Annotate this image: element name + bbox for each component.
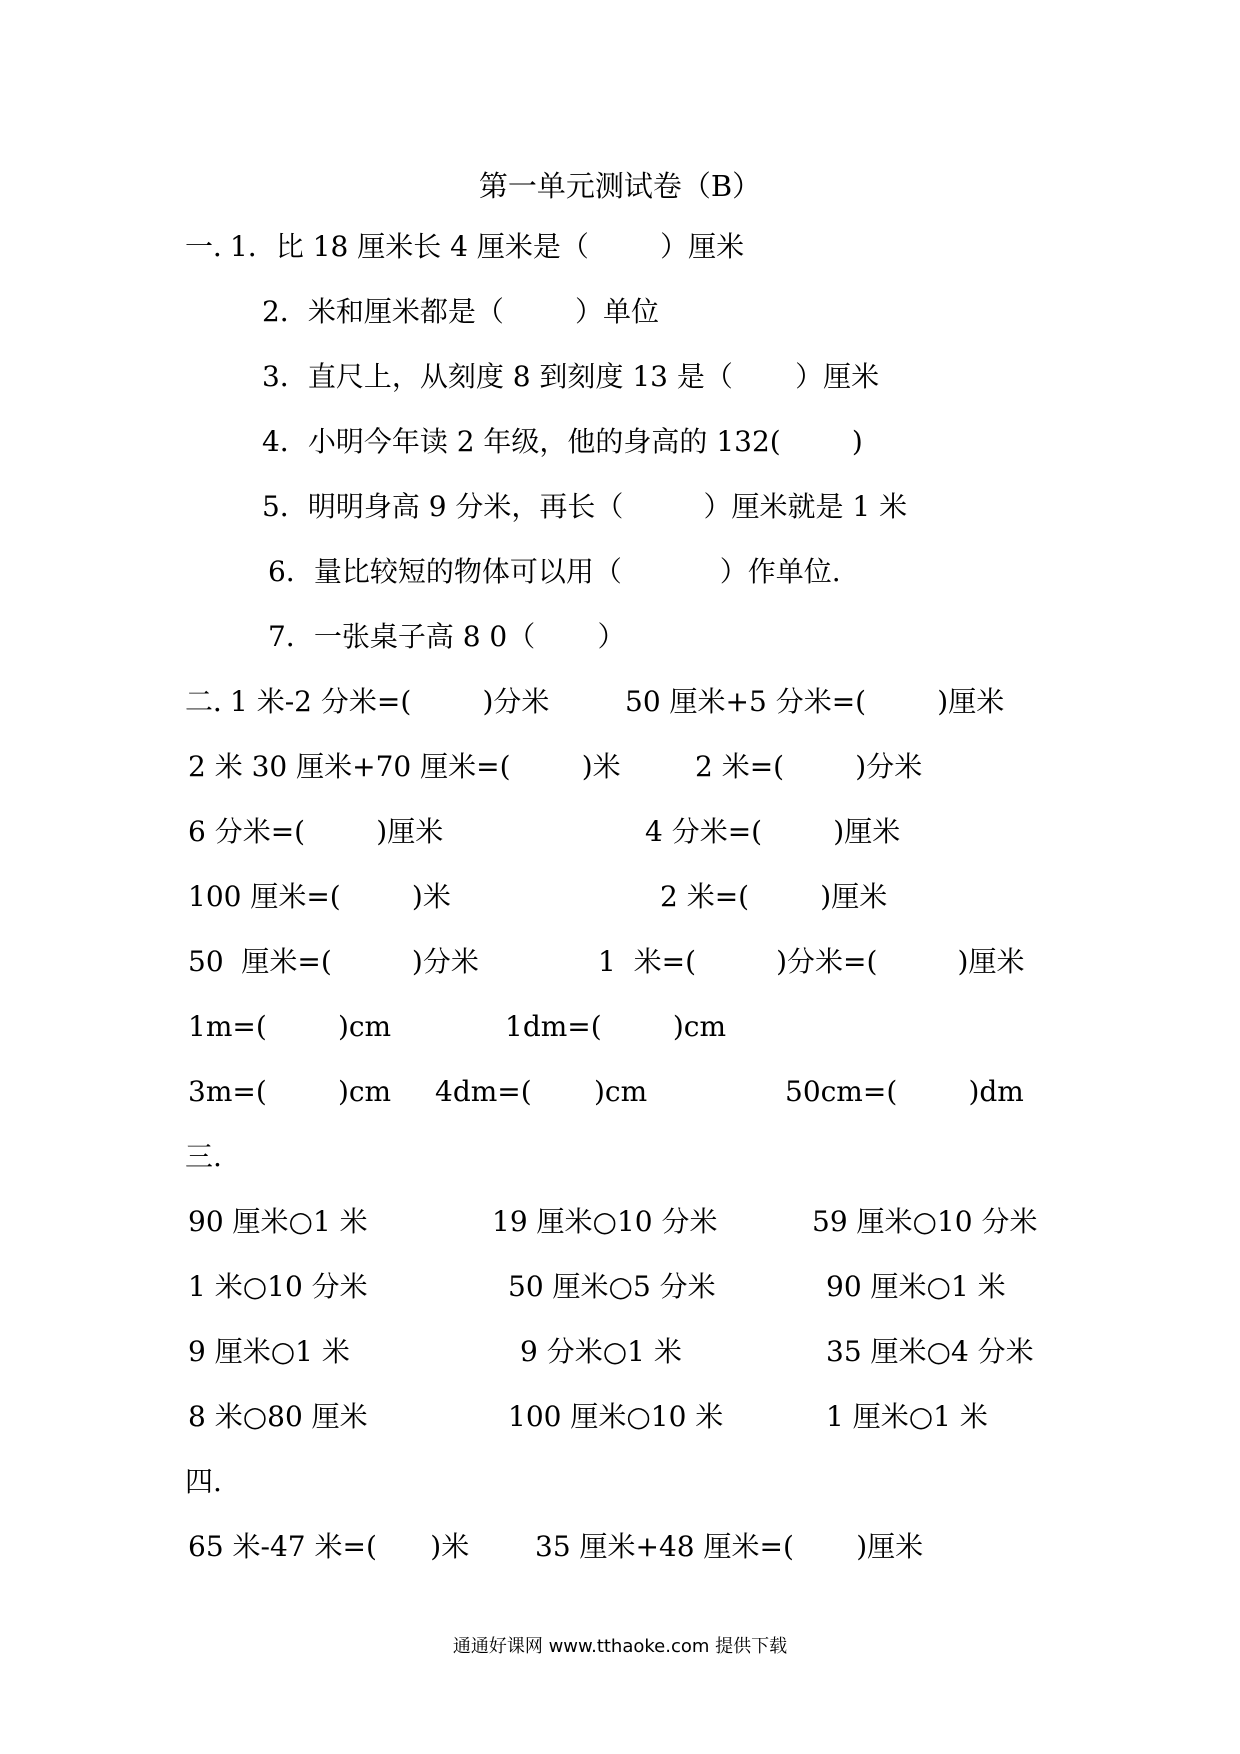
- section2-problem: 2 米=( )分米: [695, 750, 923, 783]
- section3-comparison: 90 厘米○1 米: [826, 1270, 1006, 1303]
- section2-problem: 50 厘米=( )分米: [188, 945, 479, 978]
- section1-item: 7．一张桌子高 8 0（ ）: [268, 620, 626, 653]
- section3-comparison: 50 厘米○5 分米: [508, 1270, 716, 1303]
- section2-problem: 2 米 30 厘米+70 厘米=( )米: [188, 750, 621, 783]
- section2-problem: 50 厘米+5 分米=( )厘米: [625, 685, 1005, 718]
- section1-item: 6．量比较短的物体可以用（ ）作单位.: [268, 555, 841, 588]
- section2-problem: 1dm=( )cm: [505, 1010, 727, 1043]
- section1-item: 1．比 18 厘米长 4 厘米是（ ）厘米: [230, 230, 745, 263]
- section1-header: 一．: [185, 230, 242, 263]
- section1-item: 2．米和厘米都是（ ）单位: [262, 295, 660, 328]
- footer-download-note: 通通好课网 www.tthaoke.com 提供下载: [452, 1636, 788, 1657]
- section2-problem: 1 米=( )分米=( )厘米: [598, 945, 1025, 978]
- section4-header: 四.: [185, 1465, 222, 1498]
- section4-problem: 35 厘米+48 厘米=( )厘米: [535, 1530, 924, 1563]
- section2-problem: 6 分米=( )厘米: [188, 815, 444, 848]
- section2-problem: 1m=( )cm: [188, 1010, 392, 1043]
- section3-header: 三.: [185, 1140, 222, 1173]
- section3-comparison: 1 厘米○1 米: [826, 1400, 988, 1433]
- section3-comparison: 59 厘米○10 分米: [812, 1205, 1038, 1238]
- section1-item: 5．明明身高 9 分米，再长（ ）厘米就是 1 米: [262, 490, 908, 523]
- section3-comparison: 9 分米○1 米: [520, 1335, 682, 1368]
- section3-comparison: 8 米○80 厘米: [188, 1400, 368, 1433]
- page-title: 第一单元测试卷（B）: [478, 169, 762, 203]
- section1-item: 4．小明今年读 2 年级，他的身高的 132( ): [262, 425, 863, 458]
- section2-problem: 100 厘米=( )米: [188, 880, 451, 913]
- section4-problem: 65 米-47 米=( )米: [188, 1530, 470, 1563]
- section3-comparison: 35 厘米○4 分米: [826, 1335, 1034, 1368]
- section2-problem: 4 分米=( )厘米: [645, 815, 901, 848]
- section3-comparison: 100 厘米○10 米: [508, 1400, 724, 1433]
- section3-comparison: 1 米○10 分米: [188, 1270, 368, 1303]
- section2-problem: 50cm=( )dm: [785, 1075, 1024, 1108]
- section2-problem: 2 米=( )厘米: [660, 880, 888, 913]
- section2-header: 二．: [185, 685, 242, 718]
- section2-problem: 1 米-2 分米=( )分米: [230, 685, 550, 718]
- section2-problem: 4dm=( )cm: [435, 1075, 648, 1108]
- section2-problem: 3m=( )cm: [188, 1075, 392, 1108]
- section3-comparison: 19 厘米○10 分米: [492, 1205, 718, 1238]
- section1-item: 3．直尺上，从刻度 8 到刻度 13 是（ ）厘米: [262, 360, 880, 393]
- section3-comparison: 9 厘米○1 米: [188, 1335, 350, 1368]
- section3-comparison: 90 厘米○1 米: [188, 1205, 368, 1238]
